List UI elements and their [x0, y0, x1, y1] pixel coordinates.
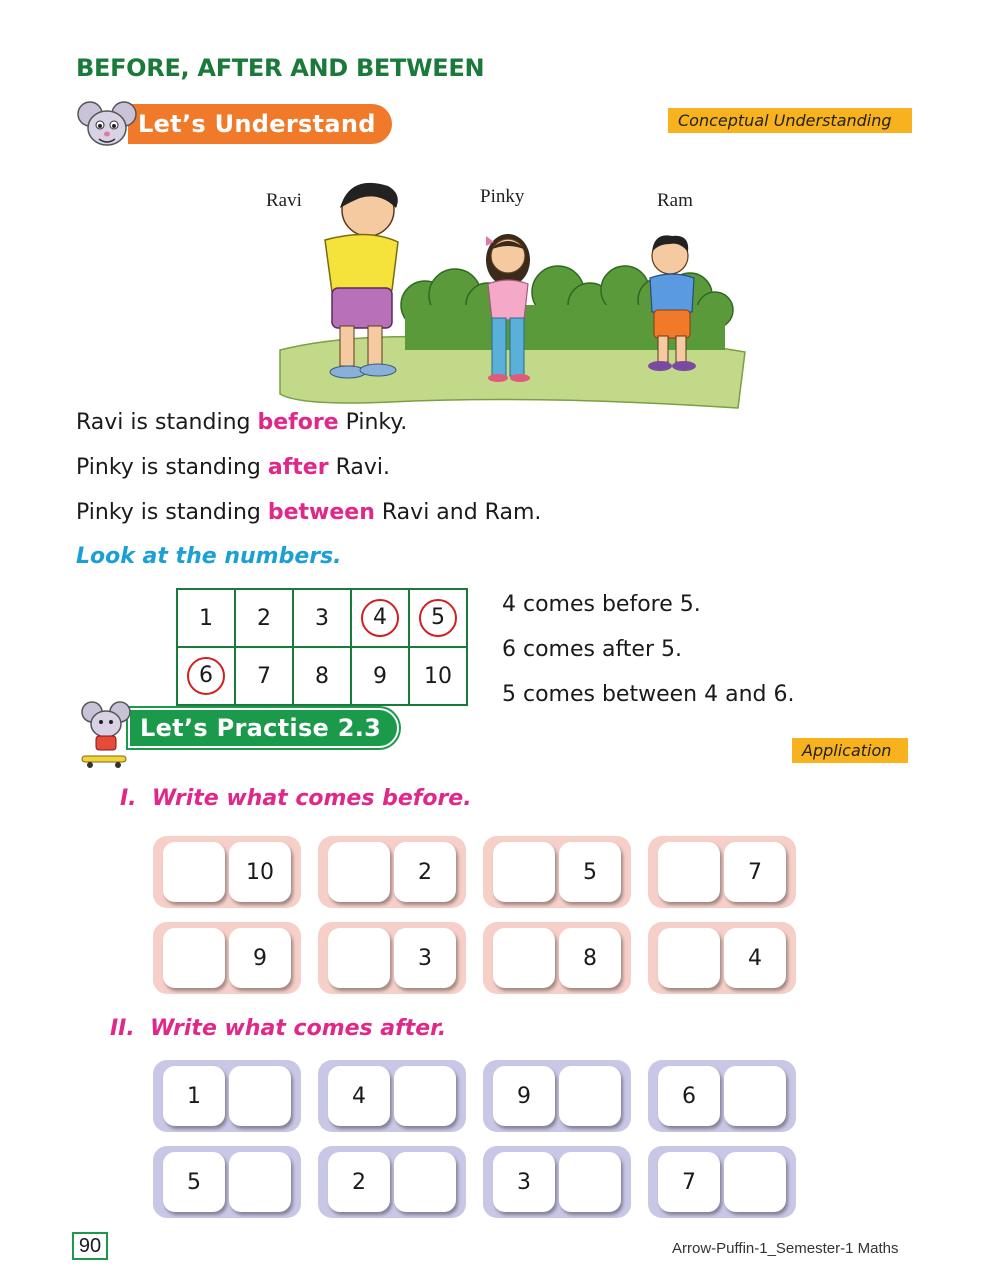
- grid-cell: 1: [177, 589, 235, 647]
- given-number: 9: [493, 1066, 555, 1126]
- answer-box[interactable]: [493, 842, 555, 902]
- grid-cell: [177, 647, 235, 705]
- ravi-label: Ravi: [266, 190, 302, 211]
- page-number: 90: [72, 1232, 108, 1260]
- answer-box[interactable]: [559, 1066, 621, 1126]
- skateboard-mouse-icon: [76, 700, 138, 756]
- answer-box[interactable]: [229, 1066, 291, 1126]
- grid-cell: 10: [409, 647, 467, 705]
- fact-after: 6 comes after 5.: [502, 637, 682, 662]
- look-at-numbers-prompt: Look at the numbers.: [76, 544, 342, 569]
- answer-box[interactable]: [724, 1066, 786, 1126]
- before-pair: [318, 836, 466, 908]
- given-number: 7: [658, 1152, 720, 1212]
- circled-number: 5: [419, 599, 457, 637]
- grid-cell: 7: [235, 647, 293, 705]
- after-pair: [153, 1146, 301, 1218]
- answer-box[interactable]: [328, 842, 390, 902]
- conceptual-understanding-tag: Conceptual Understanding: [668, 108, 912, 133]
- answer-box[interactable]: [229, 1152, 291, 1212]
- lets-understand-label: Let’s Understand: [128, 104, 392, 144]
- answer-box[interactable]: [559, 1152, 621, 1212]
- pinky-label: Pinky: [480, 186, 525, 207]
- given-number: 3: [493, 1152, 555, 1212]
- answer-box[interactable]: [394, 1066, 456, 1126]
- children-illustration: [240, 180, 750, 410]
- grid-cell: [409, 589, 467, 647]
- fact-between: 5 comes between 4 and 6.: [502, 682, 795, 707]
- answer-box[interactable]: [493, 928, 555, 988]
- after-pair: [318, 1146, 466, 1218]
- before-pair: [483, 836, 631, 908]
- answer-box[interactable]: [394, 1152, 456, 1212]
- given-number: 4: [328, 1066, 390, 1126]
- lets-practise-label: Let’s Practise 2.3: [128, 708, 399, 748]
- sentence-between: Pinky is standing between Ravi and Ram.: [76, 500, 542, 525]
- after-pair: [318, 1060, 466, 1132]
- after-pair: [648, 1146, 796, 1218]
- grid-row: [177, 589, 467, 647]
- after-pair: [153, 1060, 301, 1132]
- given-number: 6: [658, 1066, 720, 1126]
- answer-box[interactable]: [163, 928, 225, 988]
- lets-understand-banner: [76, 96, 392, 152]
- before-pair: [648, 922, 796, 994]
- grid-cell: 3: [293, 589, 351, 647]
- given-number: 10: [229, 842, 291, 902]
- circled-number: 4: [361, 599, 399, 637]
- lets-practise-banner: [76, 700, 399, 756]
- answer-box[interactable]: [328, 928, 390, 988]
- before-pair: [153, 836, 301, 908]
- mouse-mascot-icon: [76, 96, 138, 152]
- sentence-before: Ravi is standing before Pinky.: [76, 410, 408, 435]
- grid-cell: [351, 589, 409, 647]
- before-pair: [483, 922, 631, 994]
- number-grid: [176, 588, 468, 706]
- given-number: 2: [328, 1152, 390, 1212]
- answer-box[interactable]: [658, 928, 720, 988]
- grid-cell: 2: [235, 589, 293, 647]
- after-pair: [648, 1060, 796, 1132]
- grid-cell: 9: [351, 647, 409, 705]
- given-number: 4: [724, 928, 786, 988]
- given-number: 5: [163, 1152, 225, 1212]
- after-pair: [483, 1146, 631, 1218]
- before-pair: [153, 922, 301, 994]
- given-number: 7: [724, 842, 786, 902]
- footer-text: Arrow-Puffin-1_Semester-1 Maths: [672, 1240, 899, 1257]
- given-number: 5: [559, 842, 621, 902]
- circled-number: 6: [187, 657, 225, 695]
- question-1: I. Write what comes before.: [120, 786, 472, 811]
- given-number: 3: [394, 928, 456, 988]
- ram-label: Ram: [657, 190, 693, 211]
- before-pair: [648, 836, 796, 908]
- given-number: 8: [559, 928, 621, 988]
- given-number: 9: [229, 928, 291, 988]
- answer-box[interactable]: [163, 842, 225, 902]
- given-number: 2: [394, 842, 456, 902]
- answer-box[interactable]: [724, 1152, 786, 1212]
- before-pair: [318, 922, 466, 994]
- given-number: 1: [163, 1066, 225, 1126]
- section-heading: BEFORE, AFTER AND BETWEEN: [76, 54, 485, 82]
- application-tag: Application: [792, 738, 908, 763]
- after-pair: [483, 1060, 631, 1132]
- grid-cell: 8: [293, 647, 351, 705]
- answer-box[interactable]: [658, 842, 720, 902]
- question-2: II. Write what comes after.: [110, 1016, 447, 1041]
- grid-row: [177, 647, 467, 705]
- sentence-after: Pinky is standing after Ravi.: [76, 455, 390, 480]
- fact-before: 4 comes before 5.: [502, 592, 701, 617]
